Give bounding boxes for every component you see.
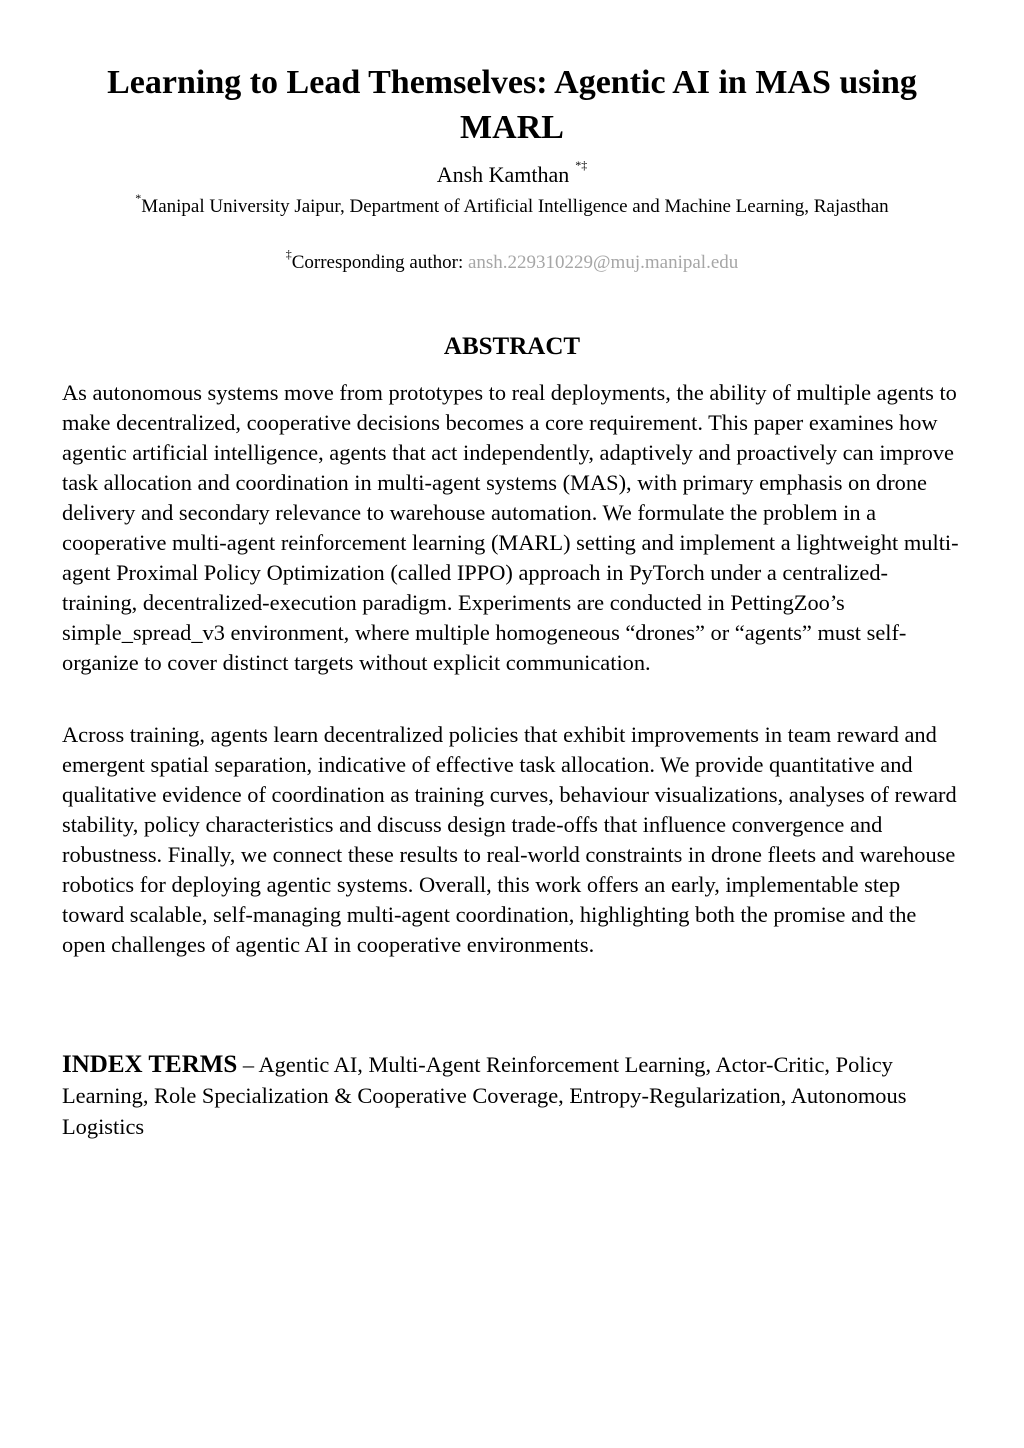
index-terms-text: Agentic AI, Multi-Agent Reinforcement Learning, Actor-Critic, Policy Learning, Role Specialization & Cooperative Coverage, Entropy-Regularization, Autonomous Logistics (62, 1052, 907, 1139)
abstract-paragraph-2: Across training, agents learn decentralized policies that exhibit improvements in team reward and emergent spatial separation, indicative of effective task allocation. We provide quantitative and qualitative evidence of coordination as training curves, behaviour visualizations, analyses of reward stability, policy characteristics and discuss design trade-offs that influence convergence and robustness. Finally, we connect these results to real-world constraints in drone fleets and warehouse robotics for deploying agentic systems. Overall, this work offers an early, implementable step toward scalable, self-managing multi-agent coordination, highlighting both the promise and the open challenges of agentic AI in cooperative environments. (62, 722, 957, 957)
author-line (0, 158, 1024, 189)
correspondence-line (0, 247, 1024, 276)
paper-title: Learning to Lead Themselves: Agentic AI in MAS using MARL (107, 64, 917, 146)
author-email-link[interactable]: ansh.229310229@muj.manipal.edu (467, 252, 739, 273)
index-terms-separator: – (237, 1052, 259, 1077)
author-name: Ansh Kamthan (436, 162, 570, 187)
affiliation-mark: * (135, 191, 142, 205)
author-marks: *‡ (575, 158, 588, 172)
abstract-heading: ABSTRACT (443, 333, 581, 360)
abstract-paragraph-1: As autonomous systems move from prototypes to real deployments, the ability of multiple agents to make decentralized, cooperative decisions becomes a core requirement. This paper examines how agentic artificial intelligence, agents that act independently, adaptively and proactively can improve task allocation and coordination in multi-agent systems (MAS), with primary emphasis on drone delivery and secondary relevance to warehouse automation. We formulate the problem in a cooperative multi-agent reinforcement learning (MARL) setting and implement a lightweight multi-agent Proximal Policy Optimization (called IPPO) approach in PyTorch under a centralized-training, decentralized-execution paradigm. Experiments are conducted in PettingZoo’s simple_spread_v3 environment, where multiple homogeneous “drones” or “agents” must self-organize to cover distinct targets without explicit communication. (62, 380, 959, 675)
affiliation-text: Manipal University Jaipur, Department of Artificial Intelligence and Machine Learning, Rajasthan (141, 196, 889, 217)
correspondence-label: Corresponding author: (291, 252, 468, 273)
index-terms-label: INDEX TERMS (62, 1051, 238, 1078)
correspondence-mark: ‡ (285, 247, 292, 261)
index-terms (62, 1049, 962, 1142)
affiliation-line (0, 191, 1024, 220)
